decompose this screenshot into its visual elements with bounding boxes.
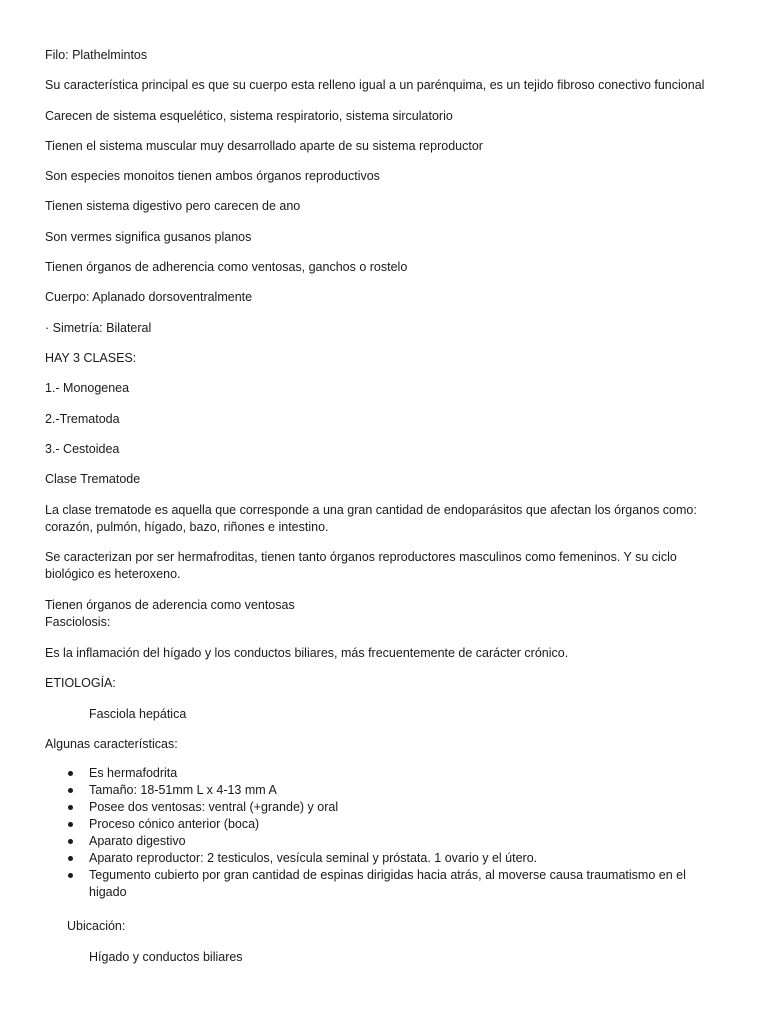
- monoecious-line: Son especies monoitos tienen ambos órganos reproductivos: [45, 169, 380, 183]
- bullet-icon: [68, 788, 73, 793]
- class-item-3: 3.- Cestoidea: [45, 442, 120, 456]
- list-item: Tamaño: 18-51mm L x 4-13 mm A: [45, 782, 725, 799]
- adherence-organs-line: Tienen órganos de adherencia como ventosas, ganchos o rostelo: [45, 260, 408, 274]
- body-shape-line: Cuerpo: Aplanado dorsoventralmente: [45, 290, 253, 304]
- main-characteristic-line: Su característica principal es que su cuerpo esta relleno igual a un parénquima, es un tejido fibroso conectivo funcional: [45, 78, 705, 92]
- lacking-systems-line: Carecen de sistema esquelético, sistema respiratorio, sistema sirculatorio: [45, 109, 453, 123]
- fasciolosis-definition: Es la inflamación del hígado y los conductos biliares, más frecuentemente de carácter crónico.: [45, 646, 569, 660]
- bullet-icon: [68, 771, 73, 776]
- list-item: Tegumento cubierto por gran cantidad de espinas dirigidas hacia atrás, al moverse causa traumatismo en el higado: [45, 867, 725, 901]
- class-item-2: 2.-Trematoda: [45, 412, 120, 426]
- etiology-agent: Fasciola hepática: [89, 707, 187, 721]
- class-item-1: 1.- Monogenea: [45, 381, 130, 395]
- characteristics-heading: Algunas características:: [45, 737, 178, 751]
- phylum-line: Filo: Plathelmintos: [45, 48, 148, 62]
- hermaphrodite-paragraph: Se caracterizan por ser hermafroditas, tienen tanto órganos reproductores masculinos como femeninos. Y su ciclo biológico es heteroxeno.: [45, 550, 677, 581]
- bullet-icon: [68, 805, 73, 810]
- fasciolosis-heading: Fasciolosis:: [45, 615, 111, 629]
- bullet-icon: [68, 856, 73, 861]
- bullet-icon: [68, 873, 73, 878]
- list-item: Aparato digestivo: [45, 833, 725, 850]
- symmetry-line: · Simetría: Bilateral: [45, 321, 152, 335]
- location-value: Hígado y conductos biliares: [89, 950, 243, 964]
- classes-heading: HAY 3 CLASES:: [45, 351, 137, 365]
- bullet-icon: [68, 822, 73, 827]
- aderencia-line: Tienen órganos de aderencia como ventosas: [45, 598, 295, 612]
- vermes-line: Son vermes significa gusanos planos: [45, 230, 252, 244]
- location-heading: Ubicación:: [67, 919, 126, 933]
- list-item: Aparato reproductor: 2 testiculos, vesícula seminal y próstata. 1 ovario y el útero.: [45, 850, 725, 867]
- list-item: Posee dos ventosas: ventral (+grande) y oral: [45, 799, 725, 816]
- muscular-system-line: Tienen el sistema muscular muy desarrollado aparte de su sistema reproductor: [45, 139, 483, 153]
- trematode-description: La clase trematode es aquella que corresponde a una gran cantidad de endoparásitos que afectan los órganos como: corazón, pulmón, hígado, bazo, riñones e intestino.: [45, 503, 697, 534]
- list-item: Es hermafodrita: [45, 765, 725, 782]
- trematode-heading: Clase Trematode: [45, 472, 141, 486]
- bullet-icon: [68, 839, 73, 844]
- digestive-system-line: Tienen sistema digestivo pero carecen de ano: [45, 199, 301, 213]
- list-item: Proceso cónico anterior (boca): [45, 816, 725, 833]
- characteristics-list: [45, 765, 725, 901]
- etiology-heading: ETIOLOGÍA:: [45, 676, 116, 690]
